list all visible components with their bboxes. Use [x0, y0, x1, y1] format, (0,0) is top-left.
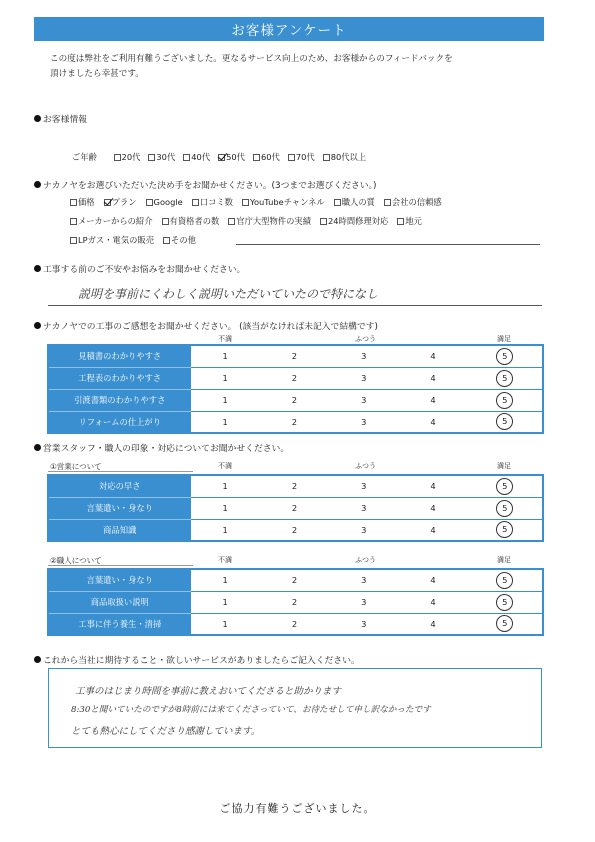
rating-option-4[interactable]: [398, 389, 467, 411]
rating-option-4[interactable]: [398, 569, 467, 591]
intro-line-1: この度は弊社をご利用有難うございました。更なるサービス向上のため、お客様からのフィードバックを: [50, 54, 453, 64]
option-label: 80代以上: [330, 152, 367, 162]
option-label: 40代: [191, 152, 211, 162]
impression-row-label: 見積書のわかりやすさ: [48, 345, 191, 367]
rating-number: 2: [291, 395, 298, 405]
option-label: 職人の質: [341, 197, 375, 207]
rating-option-5[interactable]: [468, 613, 543, 635]
option-label: LPガス・電気の販売: [78, 235, 155, 245]
craft-rating-table: [47, 568, 544, 636]
option-label: 30代: [156, 152, 176, 162]
rating-option-3[interactable]: [329, 345, 398, 367]
rating-number: 3: [361, 575, 367, 586]
rating-option-4[interactable]: [398, 591, 467, 613]
decision-option-11[interactable]: [393, 216, 422, 226]
checkbox-checked-icon[interactable]: [218, 154, 225, 161]
sales-row-label: 言葉遣い・身なり: [48, 497, 191, 519]
selected-circle-icon: 5: [496, 392, 513, 409]
sales-subheading-line: [48, 471, 193, 472]
rating-number: 2: [291, 481, 298, 492]
rating-option-2[interactable]: [260, 475, 329, 497]
rating-option-3[interactable]: [329, 591, 398, 613]
rating-number: 4: [430, 416, 436, 427]
checkbox-icon[interactable]: [148, 154, 155, 161]
decision-option-4[interactable]: [238, 197, 325, 207]
impression-rating-table: [47, 344, 544, 434]
craft-row-label: 言葉遣い・身なり: [48, 569, 191, 591]
option-label: 70代: [295, 152, 315, 162]
rating-number: 4: [430, 351, 436, 362]
rating-option-5[interactable]: [468, 411, 543, 433]
rating-row: [48, 389, 543, 411]
option-label: 50代: [226, 152, 245, 162]
rating-option-1[interactable]: [191, 411, 260, 433]
checkbox-icon[interactable]: [228, 218, 235, 225]
rating-row: [48, 613, 543, 635]
checkbox-checked-icon[interactable]: [104, 199, 111, 206]
rating-number: 3: [361, 597, 367, 607]
craft-subheading-line: [48, 565, 193, 566]
section-staff: [34, 441, 289, 454]
scale-high-label: 満足: [497, 335, 511, 343]
rating-number: 2: [291, 597, 298, 607]
decision-option-13[interactable]: [159, 235, 196, 245]
rating-option-5[interactable]: [468, 569, 543, 591]
section-heading: お客様情報: [43, 115, 87, 125]
checkbox-icon[interactable]: [320, 218, 327, 225]
option-label: その他: [171, 235, 196, 245]
age-option-6[interactable]: [319, 152, 366, 162]
rating-number: 3: [361, 373, 367, 383]
decision-option-2[interactable]: [142, 197, 183, 207]
rating-row: [48, 475, 543, 497]
checkbox-icon[interactable]: [146, 199, 153, 206]
bullet-icon: [34, 322, 41, 329]
scale-high-label: 満足: [497, 556, 511, 564]
rating-number: 4: [430, 481, 436, 492]
rating-option-4[interactable]: [398, 497, 467, 519]
rating-number: 1: [222, 373, 228, 383]
bullet-icon: [34, 444, 41, 451]
rating-number: 1: [222, 524, 228, 535]
section-heading: 営業スタッフ・職人の印象・対応についてお聞かせください。: [43, 444, 290, 454]
selected-circle-icon: 5: [496, 572, 513, 589]
option-label: 60代: [260, 152, 280, 162]
rating-option-4[interactable]: [398, 367, 467, 389]
rating-option-3[interactable]: [329, 613, 398, 635]
age-row: [72, 151, 370, 163]
rating-number: 3: [361, 416, 367, 427]
checkbox-icon[interactable]: [323, 154, 330, 161]
survey-title-bar: [34, 17, 544, 41]
rating-row: [48, 367, 543, 389]
scale-mid-label: ふつう: [355, 335, 376, 343]
checkbox-icon[interactable]: [183, 154, 190, 161]
rating-option-5[interactable]: [468, 591, 543, 613]
rating-option-2[interactable]: [260, 613, 329, 635]
rating-number: 4: [430, 373, 436, 383]
rating-number: 3: [361, 351, 367, 362]
rating-number: 1: [222, 575, 228, 586]
decision-option-8[interactable]: [158, 216, 220, 226]
sales-row-label: 対応の早さ: [48, 475, 191, 497]
scale-mid-label: ふつう: [355, 462, 376, 470]
rating-row: [48, 497, 543, 519]
selected-circle-icon: 5: [496, 500, 513, 517]
comment-line-3: とても熱心にしてくださり感謝しています。: [71, 726, 261, 737]
scale-mid-label: ふつう: [355, 556, 376, 564]
section-expectations: [34, 653, 360, 666]
rating-number: 2: [291, 503, 298, 513]
rating-option-3[interactable]: [329, 411, 398, 433]
checkbox-icon[interactable]: [162, 218, 169, 225]
craft-subheading: ②職人について: [50, 556, 102, 565]
option-label: 20代: [121, 152, 141, 162]
checkbox-icon[interactable]: [334, 199, 341, 206]
selected-circle-icon: 5: [496, 521, 513, 538]
rating-option-1[interactable]: [191, 345, 260, 367]
section-heading: 工事する前のご不安やお悩みをお聞かせください。: [43, 265, 246, 275]
scale-low-label: 不満: [218, 556, 232, 564]
decision-option-12[interactable]: [66, 235, 154, 245]
bullet-icon: [34, 265, 41, 272]
impression-row-label: 引渡書類のわかりやすさ: [48, 389, 191, 411]
rating-option-1[interactable]: [191, 367, 260, 389]
decision-option-3[interactable]: [188, 197, 233, 207]
section-impression: [34, 319, 378, 332]
rating-number: 3: [361, 524, 367, 535]
decision-row-3: [66, 234, 201, 246]
selected-circle-icon: 5: [496, 615, 513, 632]
section-worries: [34, 262, 245, 275]
decision-option-7[interactable]: [66, 216, 153, 226]
age-option-1[interactable]: [144, 152, 175, 162]
rating-number: 1: [222, 618, 228, 629]
rating-number: 3: [361, 503, 367, 513]
selected-circle-icon: 5: [496, 370, 513, 387]
rating-option-1[interactable]: [191, 497, 260, 519]
rating-number: 2: [291, 373, 298, 383]
rating-option-3[interactable]: [329, 367, 398, 389]
checkbox-icon[interactable]: [397, 218, 404, 225]
rating-number: 3: [361, 395, 367, 405]
decision-row-1: [66, 196, 447, 208]
option-label: 会社の信頼感: [391, 197, 442, 207]
rating-row: [48, 591, 543, 613]
decision-option-9[interactable]: [224, 216, 311, 226]
section-heading: これから当社に期待すること・欲しいサービスがありましたらご記入ください。: [43, 656, 360, 666]
rating-option-3[interactable]: [329, 389, 398, 411]
rating-option-2[interactable]: [260, 389, 329, 411]
decision-row-2: [66, 215, 427, 227]
survey-title: お客様アンケート: [231, 23, 347, 39]
rating-number: 1: [222, 351, 228, 362]
rating-row: [48, 411, 543, 433]
rating-number: 1: [222, 503, 228, 513]
option-label: 地元: [405, 216, 422, 226]
rating-row: [48, 569, 543, 591]
rating-option-1[interactable]: [191, 389, 260, 411]
checkbox-icon[interactable]: [288, 154, 295, 161]
rating-option-4[interactable]: [398, 475, 467, 497]
rating-option-3[interactable]: [329, 569, 398, 591]
rating-number: 2: [291, 575, 298, 586]
option-label: 24時間修理対応: [328, 216, 389, 226]
age-option-4[interactable]: [249, 152, 280, 162]
rating-option-2[interactable]: [260, 497, 329, 519]
rating-option-3[interactable]: [329, 497, 398, 519]
rating-number: 2: [291, 618, 298, 629]
rating-number: 1: [222, 395, 228, 405]
expectations-comment-box[interactable]: [48, 668, 542, 748]
checkbox-icon[interactable]: [114, 154, 121, 161]
decision-option-10[interactable]: [316, 216, 388, 226]
craft-row-label: 工事に伴う養生・清掃: [48, 613, 191, 635]
rating-option-2[interactable]: [260, 519, 329, 541]
selected-circle-icon: 5: [496, 413, 513, 430]
rating-option-5[interactable]: [468, 345, 543, 367]
rating-option-4[interactable]: [398, 411, 467, 433]
craft-row-label: 商品取扱い説明: [48, 591, 191, 613]
rating-number: 4: [430, 524, 436, 535]
decision-option-6[interactable]: [380, 197, 442, 207]
impression-row-label: 工程表のわかりやすさ: [48, 367, 191, 389]
checkbox-icon[interactable]: [163, 237, 170, 244]
rating-option-4[interactable]: [398, 519, 467, 541]
decision-option-1[interactable]: [100, 197, 137, 207]
rating-number: 1: [222, 597, 228, 607]
decision-option-0[interactable]: [66, 197, 95, 207]
option-label: 価格: [78, 197, 95, 207]
rating-number: 2: [291, 351, 298, 362]
option-label: メーカーからの紹介: [78, 216, 153, 226]
rating-option-2[interactable]: [260, 345, 329, 367]
rating-option-5[interactable]: [468, 389, 543, 411]
worries-answer[interactable]: 説明を事前にくわしく説明いただいていたので特になし: [48, 284, 542, 306]
comment-line-2: 8:30と聞いていたのですが8時前には来てくださっていて、お待たせして申し訳なかったです: [71, 705, 431, 715]
rating-option-4[interactable]: [398, 613, 467, 635]
rating-number: 4: [430, 395, 436, 405]
rating-option-5[interactable]: [468, 497, 543, 519]
scale-low-label: 不満: [218, 335, 232, 343]
rating-option-1[interactable]: [191, 475, 260, 497]
option-label: YouTubeチャンネル: [249, 197, 325, 207]
rating-option-2[interactable]: [260, 569, 329, 591]
rating-option-2[interactable]: [260, 411, 329, 433]
age-option-2[interactable]: [179, 152, 210, 162]
checkbox-icon[interactable]: [384, 199, 391, 206]
checkbox-icon[interactable]: [253, 154, 260, 161]
checkbox-icon[interactable]: [242, 199, 249, 206]
rating-option-1[interactable]: [191, 591, 260, 613]
rating-number: 4: [430, 618, 436, 629]
rating-option-4[interactable]: [398, 345, 467, 367]
rating-option-2[interactable]: [260, 591, 329, 613]
rating-option-1[interactable]: [191, 613, 260, 635]
selected-circle-icon: 5: [496, 348, 513, 365]
rating-option-3[interactable]: [329, 519, 398, 541]
option-label: Google: [153, 197, 183, 207]
rating-number: 1: [222, 416, 228, 427]
decision-option-5[interactable]: [330, 197, 375, 207]
option-label: プラン: [111, 197, 137, 207]
section-heading: ナカノヤをお選びいただいた決め手をお聞かせください。(3つまでお選びください。): [43, 181, 377, 191]
option-label: 官庁大型物件の実績: [236, 216, 311, 226]
section-heading: ナカノヤでの工事のご感想をお聞かせください。 (該当がなければ未記入で結構です): [43, 322, 378, 332]
rating-option-5[interactable]: [468, 475, 543, 497]
checkbox-icon[interactable]: [192, 199, 199, 206]
intro-text: [50, 52, 550, 82]
closing-message: ご協力有難うございました。: [219, 802, 376, 815]
bullet-icon: [34, 656, 41, 663]
other-answer-line[interactable]: [236, 244, 540, 245]
intro-line-2: 頂けましたら幸甚です。: [50, 69, 144, 79]
checkbox-icon[interactable]: [70, 237, 77, 244]
rating-number: 2: [291, 416, 298, 427]
age-option-3[interactable]: [214, 152, 245, 162]
impression-row-label: リフォームの仕上がり: [48, 411, 191, 433]
sales-row-label: 商品知識: [48, 519, 191, 541]
bullet-icon: [34, 115, 41, 122]
scale-low-label: 不満: [218, 462, 232, 470]
section-customer-info: [34, 112, 87, 125]
rating-row: [48, 345, 543, 367]
rating-number: 4: [430, 503, 436, 513]
scale-high-label: 満足: [497, 462, 511, 470]
rating-option-1[interactable]: [191, 519, 260, 541]
age-option-5[interactable]: [284, 152, 315, 162]
option-label: 有資格者の数: [169, 216, 220, 226]
rating-option-5[interactable]: [468, 367, 543, 389]
sales-rating-table: [47, 474, 544, 542]
rating-option-2[interactable]: [260, 367, 329, 389]
section-decision: [34, 178, 376, 191]
rating-option-3[interactable]: [329, 475, 398, 497]
sales-subheading: ①営業について: [50, 462, 102, 471]
rating-number: 2: [291, 524, 298, 535]
age-label: ご年齢: [72, 152, 97, 162]
checkbox-icon[interactable]: [70, 218, 77, 225]
selected-circle-icon: 5: [496, 594, 513, 611]
option-label: 口コミ数: [199, 197, 233, 207]
rating-number: 3: [361, 481, 367, 492]
rating-number: 4: [430, 575, 436, 586]
rating-number: 3: [361, 618, 367, 629]
bullet-icon: [34, 181, 41, 188]
rating-row: [48, 519, 543, 541]
rating-option-5[interactable]: [468, 519, 543, 541]
rating-number: 1: [222, 481, 228, 492]
rating-number: 4: [430, 597, 436, 607]
rating-option-1[interactable]: [191, 569, 260, 591]
age-option-0[interactable]: [110, 152, 141, 162]
comment-line-1: 工事のはじまり時間を事前に教えおいてくださると助かります: [75, 686, 342, 697]
selected-circle-icon: 5: [496, 478, 513, 495]
checkbox-icon[interactable]: [70, 199, 77, 206]
